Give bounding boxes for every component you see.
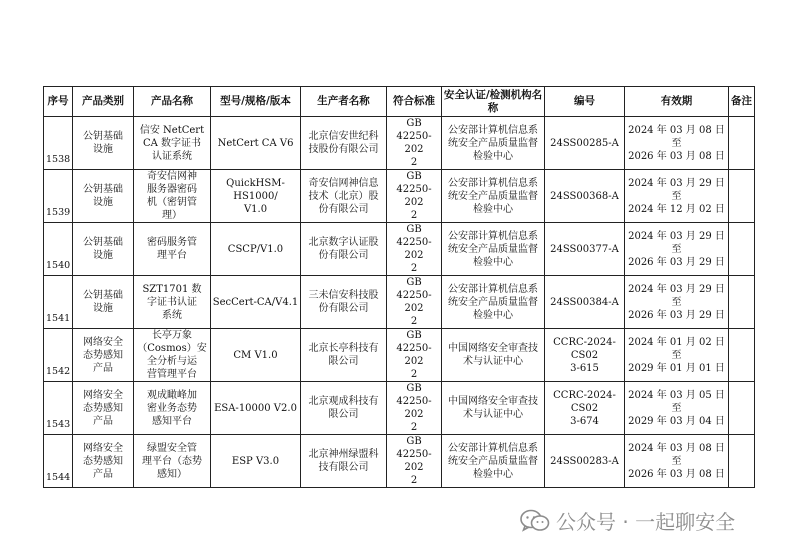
watermark-text: 公众号 · 一起聊安全 bbox=[556, 510, 736, 534]
row-maker: 北京神州绿盟科 技有限公司 bbox=[301, 435, 387, 488]
row-standard: GB 42250-202 2 bbox=[387, 276, 442, 329]
row-maker: 北京观成科技有 限公司 bbox=[301, 382, 387, 435]
row-maker: 北京信安世纪科 技股份有限公司 bbox=[301, 117, 387, 170]
row-maker: 北京长亭科技有 限公司 bbox=[301, 329, 387, 382]
row-agency: 中国网络安全审查技 术与认证中心 bbox=[442, 329, 545, 382]
header-maker: 生产者名称 bbox=[301, 87, 387, 117]
row-note bbox=[729, 223, 755, 276]
header-validity: 有效期 bbox=[625, 87, 729, 117]
row-number: CCRC-2024-CS02 3-615 bbox=[545, 329, 625, 382]
row-agency: 中国网络安全审查技 术与认证中心 bbox=[442, 382, 545, 435]
row-model: CSCP/V1.0 bbox=[211, 223, 301, 276]
row-model: CM V1.0 bbox=[211, 329, 301, 382]
row-maker: 奇安信网神信息 技术（北京）股 份有限公司 bbox=[301, 170, 387, 223]
table-body bbox=[44, 117, 755, 488]
row-validity: 2024 年 01 月 02 日至 2029 年 01 月 01 日 bbox=[625, 329, 729, 382]
row-product-name: 观成瞰峰加 密业务态势 感知平台 bbox=[134, 382, 211, 435]
watermark bbox=[520, 506, 735, 535]
row-note bbox=[729, 382, 755, 435]
row-standard: GB 42250-202 2 bbox=[387, 329, 442, 382]
row-product-name: 奇安信网神 服务器密码 机（密钥管 理） bbox=[134, 170, 211, 223]
row-note bbox=[729, 170, 755, 223]
table-header-row bbox=[44, 87, 755, 117]
row-validity: 2024 年 03 月 29 日至 2026 年 03 月 29 日 bbox=[625, 276, 729, 329]
table-row bbox=[44, 117, 755, 170]
row-product-name: 绿盟安全管 理平台（态势 感知） bbox=[134, 435, 211, 488]
row-agency: 公安部计算机信息系 统安全产品质量监督 检验中心 bbox=[442, 276, 545, 329]
header-seq: 序号 bbox=[44, 87, 73, 117]
header-note: 备注 bbox=[729, 87, 755, 117]
table-row bbox=[44, 223, 755, 276]
row-model: NetCert CA V6 bbox=[211, 117, 301, 170]
row-validity: 2024 年 03 月 29 日至 2024 年 12 月 02 日 bbox=[625, 170, 729, 223]
row-note bbox=[729, 276, 755, 329]
row-note bbox=[729, 329, 755, 382]
row-validity: 2024 年 03 月 08 日至 2026 年 03 月 08 日 bbox=[625, 117, 729, 170]
row-category: 网络安全 态势感知 产品 bbox=[73, 329, 134, 382]
row-model: QuickHSM-HS1000/ V1.0 bbox=[211, 170, 301, 223]
row-agency: 公安部计算机信息系 统安全产品质量监督 检验中心 bbox=[442, 170, 545, 223]
row-seq: 1540 bbox=[44, 223, 73, 276]
row-model: ESA-10000 V2.0 bbox=[211, 382, 301, 435]
row-category: 网络安全 态势感知 产品 bbox=[73, 382, 134, 435]
row-model: SecCert-CA/V4.1 bbox=[211, 276, 301, 329]
row-validity: 2024 年 03 月 29 日至 2026 年 03 月 29 日 bbox=[625, 223, 729, 276]
row-product-name: SZT1701 数 字证书认证 系统 bbox=[134, 276, 211, 329]
header-product: 产品名称 bbox=[134, 87, 211, 117]
header-agency: 安全认证/检测机构名 称 bbox=[442, 87, 545, 117]
row-seq: 1538 bbox=[44, 117, 73, 170]
row-note bbox=[729, 435, 755, 488]
row-category: 公钥基础 设施 bbox=[73, 223, 134, 276]
row-seq: 1541 bbox=[44, 276, 73, 329]
wechat-icon bbox=[520, 509, 550, 533]
product-certification-table bbox=[43, 86, 755, 488]
header-category: 产品类别 bbox=[73, 87, 134, 117]
row-category: 公钥基础 设施 bbox=[73, 276, 134, 329]
row-standard: GB 42250-202 2 bbox=[387, 117, 442, 170]
row-standard: GB 42250-202 2 bbox=[387, 170, 442, 223]
row-seq: 1539 bbox=[44, 170, 73, 223]
table-row bbox=[44, 329, 755, 382]
row-seq: 1542 bbox=[44, 329, 73, 382]
row-standard: GB 42250-202 2 bbox=[387, 223, 442, 276]
row-agency: 公安部计算机信息系 统安全产品质量监督 检验中心 bbox=[442, 435, 545, 488]
row-standard: GB 42250-202 2 bbox=[387, 435, 442, 488]
row-validity: 2024 年 03 月 05 日至 2029 年 03 月 04 日 bbox=[625, 382, 729, 435]
row-model: ESP V3.0 bbox=[211, 435, 301, 488]
row-product-name: 密码服务管 理平台 bbox=[134, 223, 211, 276]
row-number: 24SS00368-A bbox=[545, 170, 625, 223]
table-row bbox=[44, 276, 755, 329]
row-seq: 1544 bbox=[44, 435, 73, 488]
row-seq: 1543 bbox=[44, 382, 73, 435]
row-product-name: 长亭万象 （Cosmos）安 全分析与运 营管理平台 bbox=[134, 329, 211, 382]
row-number: 24SS00283-A bbox=[545, 435, 625, 488]
header-standard: 符合标准 bbox=[387, 87, 442, 117]
row-category: 网络安全 态势感知 产品 bbox=[73, 435, 134, 488]
row-number: 24SS00384-A bbox=[545, 276, 625, 329]
table-row bbox=[44, 382, 755, 435]
row-category: 公钥基础 设施 bbox=[73, 170, 134, 223]
row-number: CCRC-2024-CS02 3-674 bbox=[545, 382, 625, 435]
row-number: 24SS00377-A bbox=[545, 223, 625, 276]
row-agency: 公安部计算机信息系 统安全产品质量监督 检验中心 bbox=[442, 223, 545, 276]
row-maker: 北京数字认证股 份有限公司 bbox=[301, 223, 387, 276]
row-standard: GB 42250-202 2 bbox=[387, 382, 442, 435]
product-certification-table-wrap bbox=[43, 86, 755, 488]
row-agency: 公安部计算机信息系 统安全产品质量监督 检验中心 bbox=[442, 117, 545, 170]
header-number: 编号 bbox=[545, 87, 625, 117]
row-note bbox=[729, 117, 755, 170]
row-validity: 2024 年 03 月 08 日至 2026 年 03 月 08 日 bbox=[625, 435, 729, 488]
row-maker: 三未信安科技股 份有限公司 bbox=[301, 276, 387, 329]
row-product-name: 信安 NetCert CA 数字证书 认证系统 bbox=[134, 117, 211, 170]
header-model: 型号/规格/版本 bbox=[211, 87, 301, 117]
table-row bbox=[44, 170, 755, 223]
row-number: 24SS00285-A bbox=[545, 117, 625, 170]
table-row bbox=[44, 435, 755, 488]
row-category: 公钥基础 设施 bbox=[73, 117, 134, 170]
